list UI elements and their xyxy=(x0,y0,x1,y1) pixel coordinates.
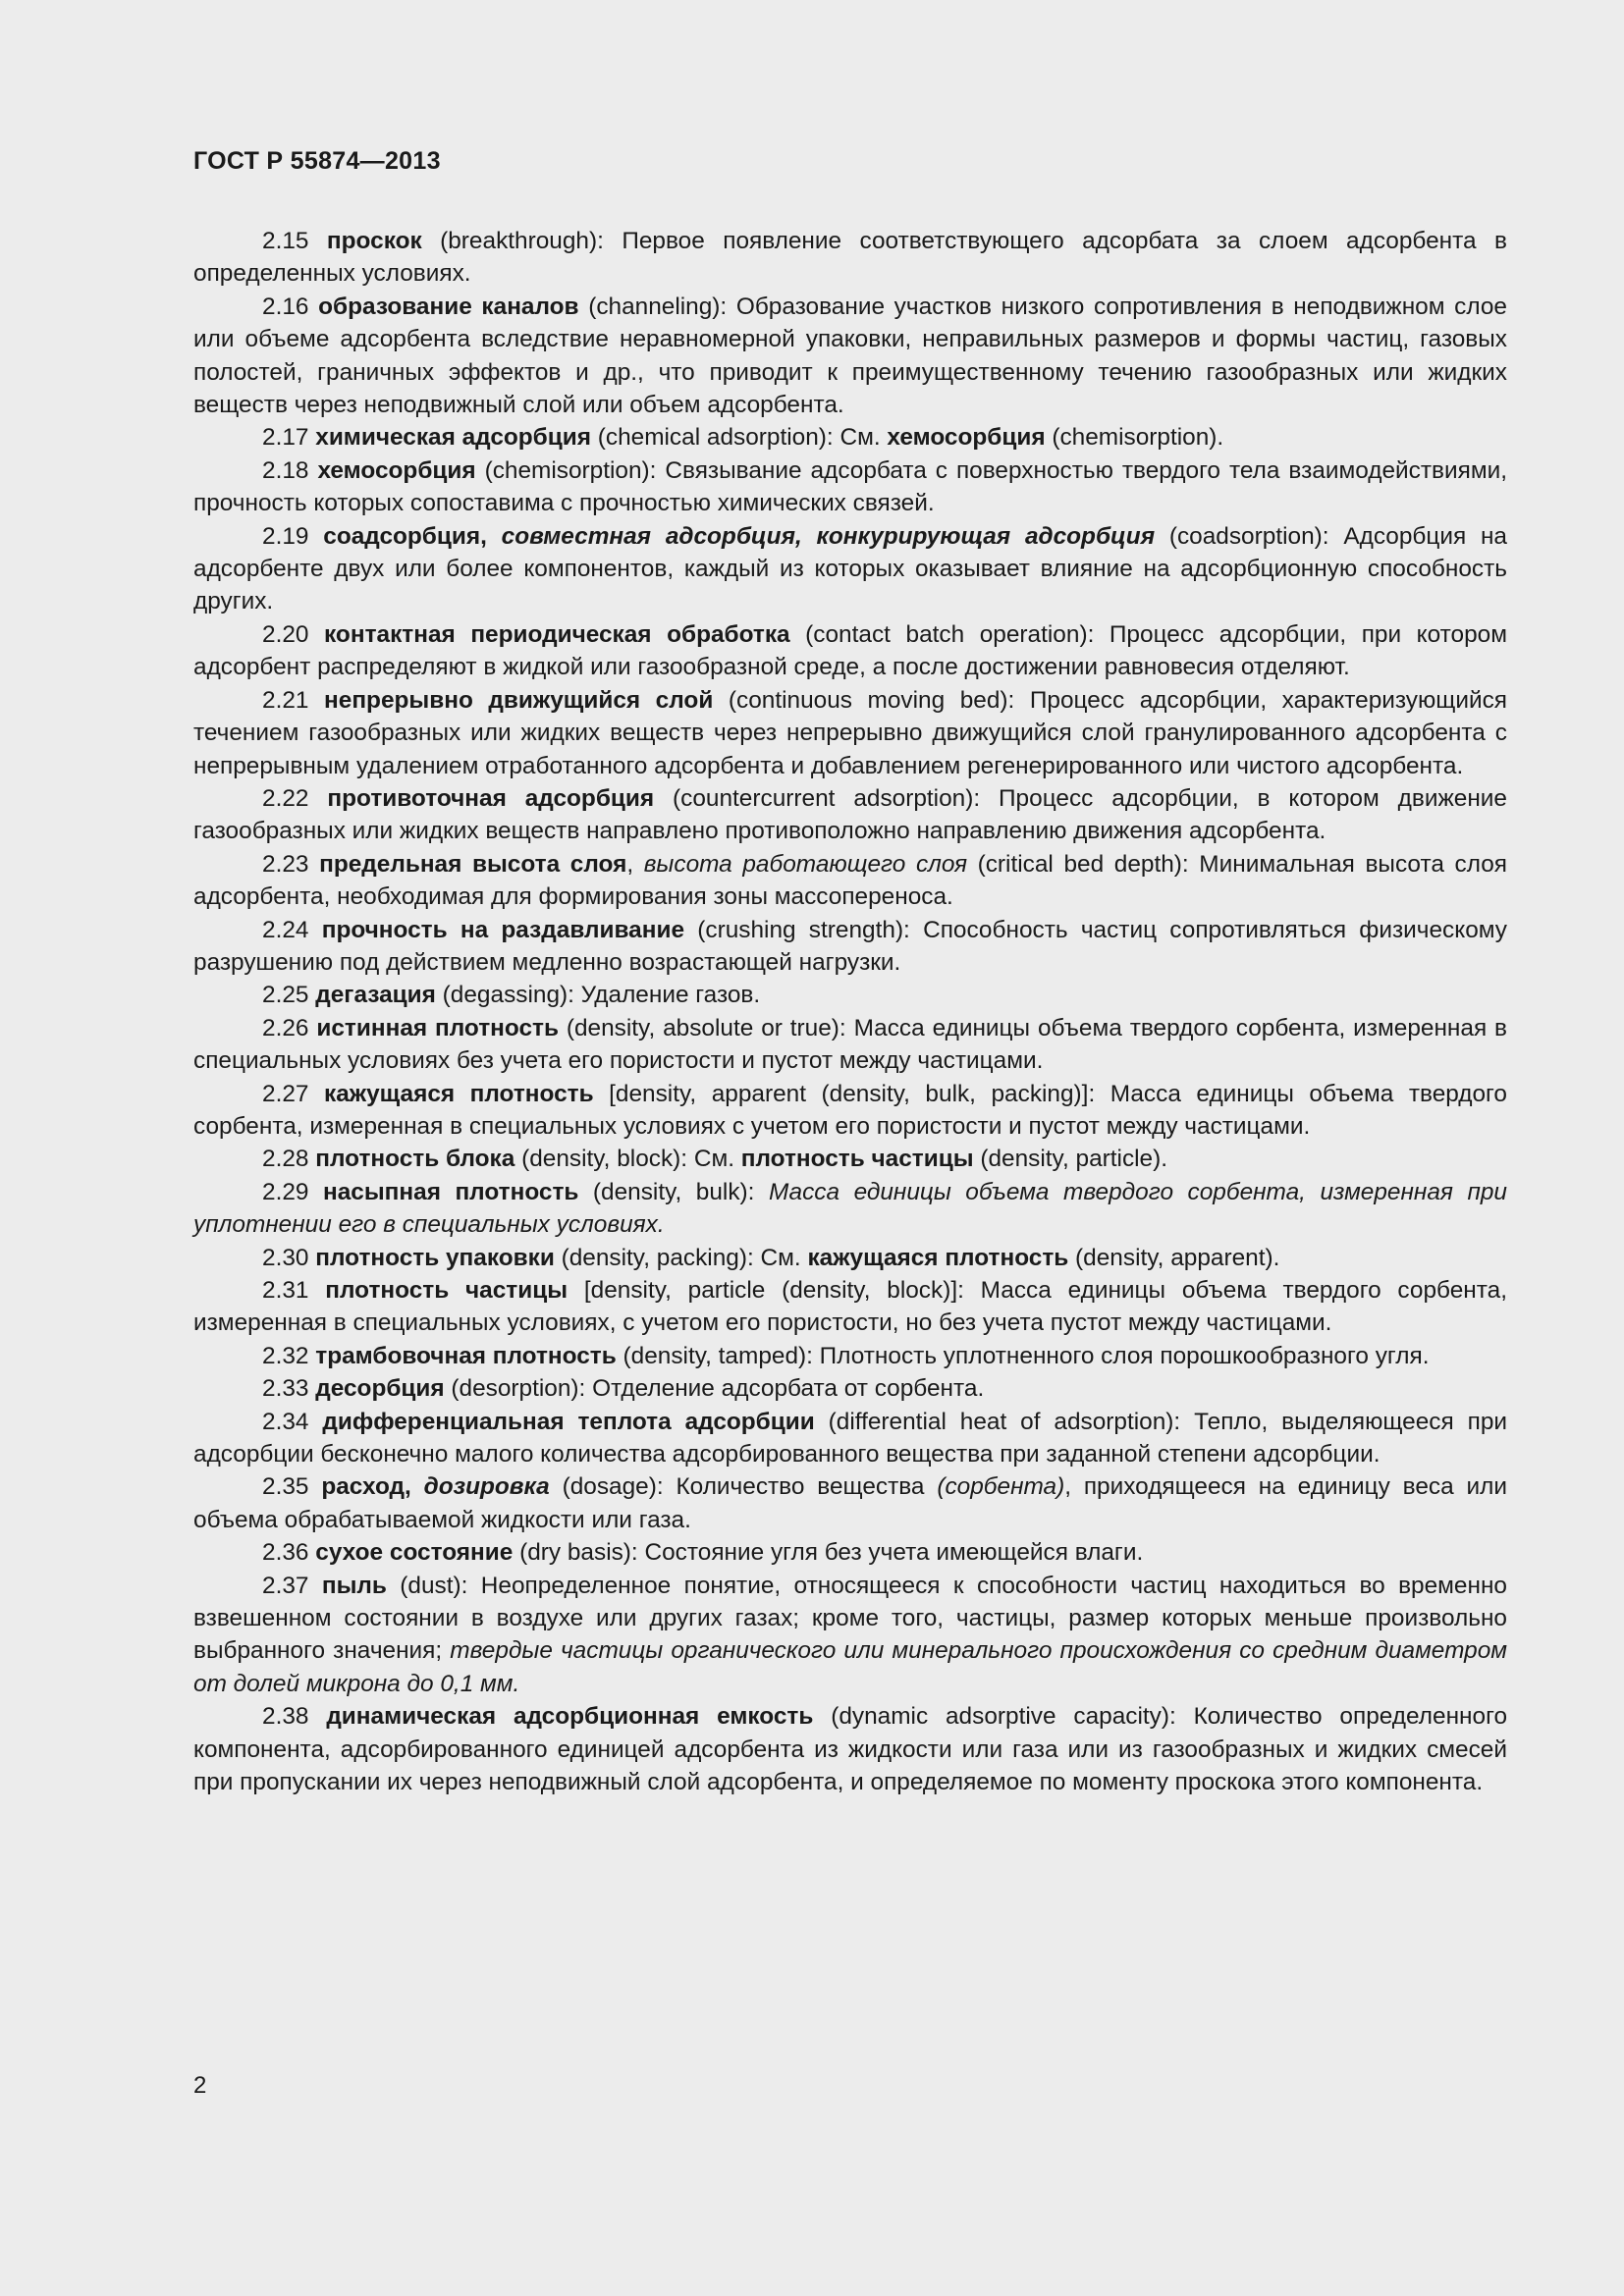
term-text: 2.31 xyxy=(262,1277,326,1304)
term-text-styled: кажущаяся плотность xyxy=(807,1244,1069,1271)
term-text: (contact batch operation): Процесс адсорбции, при котором адсорбент распределяют в жидкой или газообразной среде, а после достижении равновесия отделяют. xyxy=(193,620,1508,681)
term-text-styled: дозировка xyxy=(423,1473,550,1501)
term-entry xyxy=(193,520,1507,618)
term-text-styled: сухое состояние xyxy=(315,1539,514,1567)
term-text-styled: плотность блока xyxy=(315,1146,515,1173)
term-text: [density, particle (density, block)]: Масса единицы объема твердого сорбента, измеренная в специальных условиях, с учетом его пористости, но без учета пустот между частицами. xyxy=(193,1277,1508,1337)
term-text: 2.20 xyxy=(262,620,325,648)
term-text-styled: десорбция xyxy=(315,1375,445,1403)
term-text-styled: дифференциальная теплота адсорбции xyxy=(322,1408,815,1435)
term-text: 2.25 xyxy=(262,982,316,1009)
term-text: , приходящееся на единицу веса или объема обрабатываемой жидкости или газа. xyxy=(193,1473,1507,1533)
term-text: 2.28 xyxy=(262,1146,316,1173)
term-text: (countercurrent adsorption): Процесс адсорбции, в котором движение газообразных или жидких веществ направлено противоположно направлению движения адсорбента. xyxy=(193,784,1507,845)
term-text: 2.19 xyxy=(262,522,324,550)
term-text-styled: дегазация xyxy=(315,982,436,1009)
term-text: 2.37 xyxy=(262,1572,322,1599)
term-entry xyxy=(193,684,1507,782)
term-text-styled: образование каналов xyxy=(318,293,579,320)
term-text-styled: предельная высота слоя xyxy=(319,850,627,878)
term-entry xyxy=(193,1406,1507,1471)
term-entry xyxy=(193,454,1507,520)
term-text-styled: пыль xyxy=(321,1572,387,1599)
term-text-styled: непрерывно движущийся слой xyxy=(324,686,714,714)
term-entry xyxy=(193,1372,1507,1405)
term-text-styled: контактная периодическая обработка xyxy=(324,620,790,648)
term-text: 2.23 xyxy=(262,850,320,878)
term-entry xyxy=(193,848,1507,914)
term-text: (density, packing): См. xyxy=(554,1244,808,1271)
term-text: 2.38 xyxy=(262,1703,327,1731)
term-text-styled: совместная адсорбция, конкурирующая адсорбция xyxy=(501,522,1156,550)
term-text-styled: плотность упаковки xyxy=(315,1244,555,1271)
term-text-styled: плотность частицы xyxy=(740,1146,974,1173)
term-entry xyxy=(193,1078,1507,1144)
term-entry xyxy=(193,914,1507,980)
term-entry xyxy=(193,421,1507,454)
term-text: 2.34 xyxy=(262,1408,323,1435)
term-text: , xyxy=(626,850,644,878)
term-text: (degassing): Удаление газов. xyxy=(435,982,761,1009)
term-text: (chemical adsorption): См. xyxy=(590,424,888,452)
term-text-styled: динамическая адсорбционная емкость xyxy=(326,1703,814,1731)
term-text: (density, apparent). xyxy=(1068,1244,1280,1271)
term-text: (dynamic adsorptive capacity): Количество определенного компонента, адсорбированного единицей адсорбента из жидкости или газа или из газообразных и жидких смесей при пропускании их через неподвижный слой адсорбента, и определяемое по моменту проскока этого компонента. xyxy=(193,1703,1508,1796)
term-text-styled: плотность частицы xyxy=(325,1277,568,1304)
term-entry xyxy=(193,225,1507,291)
term-text: (dosage): Количество вещества xyxy=(549,1473,938,1501)
term-text: (chemisorption): Связывание адсорбата с поверхностью твердого тела взаимодействиями, прочность которых сопоставима с прочностью химических связей. xyxy=(193,456,1507,517)
term-text: (density, particle). xyxy=(973,1146,1168,1173)
term-entry xyxy=(193,1143,1507,1175)
term-text: 2.17 xyxy=(262,424,316,452)
term-text: (breakthrough): Первое появление соответствующего адсорбата за слоем адсорбента в определенных условиях. xyxy=(193,228,1508,288)
term-entry xyxy=(193,291,1507,422)
term-text: (channeling): Образование участков низкого сопротивления в неподвижном слое или объеме адсорбента вследствие неравномерной упаковки, неправильных размеров и формы частиц, газовых полостей, граничных эффектов и др., что приводит к преимущественному течению газообразных или жидких веществ через неподвижный слой или объем адсорбента. xyxy=(193,293,1507,419)
term-text-styled: проскок xyxy=(326,228,422,254)
term-entry xyxy=(193,618,1507,684)
term-text-styled: Масса единицы объема твердого сорбента, измеренная при уплотнении его в специальных условиях. xyxy=(193,1178,1507,1239)
term-text: (density, absolute or true): Масса единицы объема твердого сорбента, измеренная в специальных условиях без учета его пористости и пустот между частицами. xyxy=(193,1014,1507,1075)
term-text-styled: высота работающего слоя xyxy=(643,850,967,878)
term-text: [density, apparent (density, bulk, packing)]: Масса единицы объема твердого сорбента, измеренная в специальных условиях с учетом его пористости и пустот между частицами. xyxy=(193,1080,1507,1140)
term-text: 2.32 xyxy=(262,1342,316,1369)
term-text: 2.29 xyxy=(262,1178,323,1205)
page-number: 2 xyxy=(193,2072,207,2099)
term-text: (dust): Неопределенное понятие, относящееся к способности частиц находиться во временно взвешенном состоянии в воздухе или других газах; кроме того, частицы, размер которых меньше произвольно выбранного значения; xyxy=(193,1572,1507,1665)
term-text: (desorption): Отделение адсорбата от сорбента. xyxy=(444,1375,985,1403)
term-entry xyxy=(193,979,1507,1011)
term-entry xyxy=(193,1274,1507,1340)
term-text-styled: химическая адсорбция xyxy=(315,424,591,452)
term-text-styled: прочность на раздавливание xyxy=(321,916,685,943)
term-text-styled: хемосорбция xyxy=(317,456,476,484)
term-entry xyxy=(193,1340,1507,1372)
term-text-styled: соадсорбция, xyxy=(323,522,502,550)
term-text-styled: трамбовочная плотность xyxy=(315,1342,617,1369)
term-text-styled: кажущаяся плотность xyxy=(324,1080,594,1107)
term-text: (coadsorption): Адсорбция на адсорбенте двух или более компонентов, каждый из которых оказывает влияние на адсорбционную способность других. xyxy=(193,522,1507,615)
term-text: (chemisorption). xyxy=(1045,424,1224,452)
term-text-styled: (сорбента) xyxy=(937,1473,1065,1501)
term-list xyxy=(193,225,1507,1799)
term-entry xyxy=(193,1012,1507,1078)
term-text: 2.15 xyxy=(262,228,327,254)
term-text: (density, block): См. xyxy=(514,1146,741,1173)
term-entry xyxy=(193,1176,1507,1242)
term-text-styled: противоточная адсорбция xyxy=(327,784,655,812)
term-text: 2.16 xyxy=(262,293,319,320)
term-text-styled: хемосорбция xyxy=(887,424,1046,452)
term-text: 2.33 xyxy=(262,1375,316,1403)
term-text: (critical bed depth): Минимальная высота слоя адсорбента, необходимая для формирования зоны массопереноса. xyxy=(193,850,1507,911)
term-text: 2.24 xyxy=(262,916,322,943)
term-text: 2.30 xyxy=(262,1244,316,1271)
term-text-styled: истинная плотность xyxy=(316,1014,559,1041)
term-text: (differential heat of adsorption): Тепло, выделяющееся при адсорбции бесконечно малого количества адсорбированного вещества при заданной степени адсорбции. xyxy=(193,1408,1508,1468)
term-text-styled: насыпная плотность xyxy=(322,1178,579,1205)
term-entry xyxy=(193,1700,1507,1798)
term-text: (density, tamped): Плотность уплотненного слоя порошкообразного угля. xyxy=(616,1342,1430,1369)
term-text: 2.35 xyxy=(262,1473,322,1501)
page-header: ГОСТ Р 55874—2013 xyxy=(193,147,441,175)
term-text: (density, bulk): xyxy=(578,1178,769,1205)
term-entry xyxy=(193,782,1507,848)
term-entry xyxy=(193,1242,1507,1274)
term-text: (continuous moving bed): Процесс адсорбции, характеризующийся течением газообразных или жидких веществ через непрерывно движущийся слой гранулированного адсорбента с непрерывным удалением отработанного адсорбента и добавлением регенерированного или чистого адсорбента. xyxy=(193,686,1507,779)
term-text: 2.18 xyxy=(262,456,318,484)
term-entry xyxy=(193,1570,1507,1701)
term-entry xyxy=(193,1470,1507,1536)
term-text: (crushing strength): Способность частиц сопротивляться физическому разрушению под действием медленно возрастающей нагрузки. xyxy=(193,916,1507,976)
term-text: 2.36 xyxy=(262,1539,316,1567)
term-entry xyxy=(193,1536,1507,1569)
term-text: 2.21 xyxy=(262,686,325,714)
term-text: 2.27 xyxy=(262,1080,325,1107)
term-text-styled: твердые частицы органического или минерального происхождения со средним диаметром от долей микрона до 0,1 мм. xyxy=(193,1637,1507,1697)
term-text: 2.26 xyxy=(262,1014,317,1041)
term-text: 2.22 xyxy=(262,784,328,812)
term-text-styled: расход, xyxy=(321,1473,424,1501)
term-text: (dry basis): Состояние угля без учета имеющейся влаги. xyxy=(513,1539,1144,1567)
